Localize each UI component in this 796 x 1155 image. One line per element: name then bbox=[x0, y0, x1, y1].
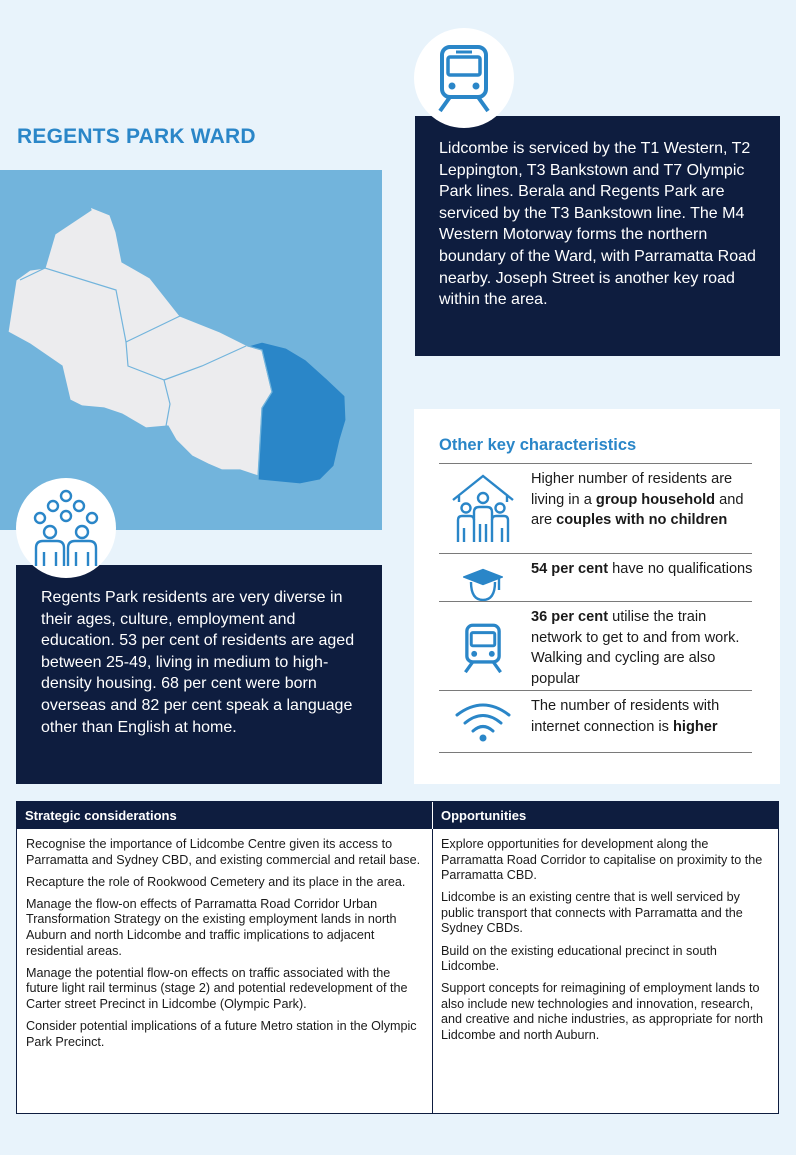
train-icon-circle bbox=[414, 28, 514, 128]
strategic-header: Strategic considerations bbox=[25, 808, 177, 823]
characteristics-title: Other key characteristics bbox=[439, 436, 637, 454]
opportunities-header: Opportunities bbox=[432, 802, 778, 829]
residents-info-box bbox=[16, 565, 382, 784]
opportunity-item: Build on the existing educational precinct in south Lidcombe. bbox=[441, 943, 717, 974]
strategic-item: Recapture the role of Rookwood Cemetery and its place in the area. bbox=[26, 874, 406, 889]
ward-title: REGENTS PARK WARD bbox=[17, 125, 256, 148]
people-icon-circle bbox=[16, 478, 116, 578]
household-text: Higher number of residents are living in a group household and are couples with no children bbox=[531, 471, 744, 528]
strategic-item: Consider potential implications of a future Metro station in the Olympic Park Precinct. bbox=[26, 1018, 417, 1049]
char-row-internet bbox=[439, 690, 752, 752]
map-suburb-shape bbox=[8, 207, 272, 476]
household-icon bbox=[450, 472, 516, 546]
train-icon bbox=[434, 43, 494, 113]
residents-text: Regents Park residents are very diverse in their ages, culture, employment and education. 53 per cent of residents are aged between 25-49, living in medium to high-density housing. 68 per cent were born overseas and 82 per cent speak a language other than English at home. bbox=[41, 589, 355, 736]
train-icon bbox=[461, 620, 505, 676]
column-divider bbox=[432, 829, 433, 1114]
transport-text: Lidcombe is serviced by the T1 Western, T2 Leppington, T3 Bankstown and T7 Olympic Park lines. Berala and Regents Park are serviced by the T3 Bankstown line. The M4 Western Motorway forms the northern boundary of the Ward, with Parramatta Road nearby. Joseph Street is another key road within the area. bbox=[439, 140, 756, 309]
opportunity-item: Support concepts for reimagining of employment lands to also include new technologies and innovation, research, and creative and niche industries, as appropriate for north Lidcombe and north Auburn. bbox=[441, 981, 764, 1043]
char-row-qualifications bbox=[439, 553, 752, 601]
characteristics-bottom-divider bbox=[439, 752, 752, 753]
community-people-icon bbox=[26, 488, 106, 568]
strategic-column bbox=[26, 837, 424, 1057]
transport-info-box bbox=[415, 116, 780, 356]
strategy-table bbox=[16, 801, 779, 1114]
strategic-item: Manage the potential flow-on effects on traffic associated with the future light rail terminus (stage 2) and potential redevelopment of the Carter street Precinct in Lidcombe (Olympic Park). bbox=[26, 965, 408, 1011]
strategic-item: Manage the flow-on effects of Parramatta Road Corridor Urban Transformation Strategy on the existing employment lands in north Auburn and north Lidcombe and traffic implications to adjacent residential areas. bbox=[26, 896, 397, 958]
char-row-household bbox=[439, 463, 752, 553]
opportunities-column bbox=[441, 837, 773, 1050]
wifi-icon bbox=[454, 703, 512, 743]
ward-map bbox=[0, 170, 382, 530]
char-row-train bbox=[439, 601, 752, 690]
table-header-row bbox=[17, 802, 778, 829]
opportunity-item: Explore opportunities for development along the Parramatta Road Corridor to capitalise on proximity to the Parramatta CBD. bbox=[441, 837, 763, 883]
graduate-cap-icon bbox=[463, 568, 503, 604]
internet-text: The number of residents with internet connection is higher bbox=[531, 698, 720, 735]
opportunity-item: Lidcombe is an existing centre that is well serviced by public transport that connects with Parramatta and the Sydney CBDs. bbox=[441, 890, 743, 936]
strategic-item: Recognise the importance of Lidcombe Centre given its access to Parramatta and Sydney CBD, and existing commercial and retail base. bbox=[26, 837, 421, 867]
qualifications-text: 54 per cent have no qualifications bbox=[531, 561, 753, 577]
train-usage-text: 36 per cent utilise the train network to get to and from work. Walking and cycling are also popular bbox=[531, 609, 740, 687]
